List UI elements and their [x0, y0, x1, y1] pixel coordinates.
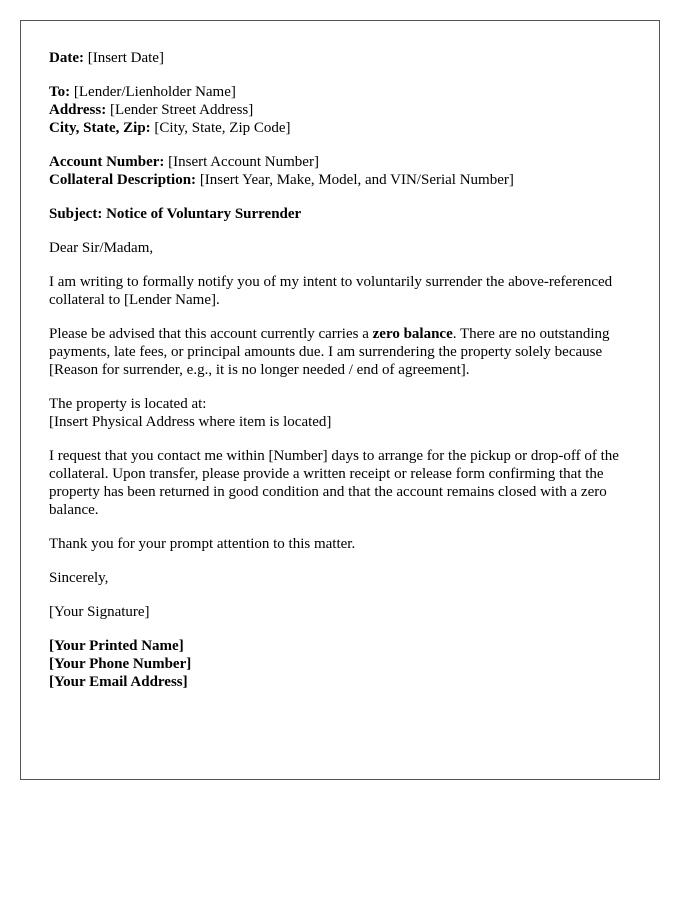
sender-email: [Your Email Address] [49, 674, 188, 690]
letter-content [49, 49, 639, 707]
body-paragraph-request: I request that you contact me within [Number] days to arrange for the pickup or drop-off of the collateral. Upon transfer, please provide a written receipt or release form confirming that the property has been returned in good condition and that the account remains closed with a zero balance. [49, 448, 619, 518]
recipient-block [49, 83, 639, 137]
collateral-value: [Insert Year, Make, Model, and VIN/Serial Number] [199, 172, 514, 188]
account-number-line [49, 153, 639, 171]
body-paragraph-location [49, 395, 639, 431]
city-state-zip-label: City, State, Zip: [49, 120, 151, 136]
account-number-value: [Insert Account Number] [168, 154, 319, 170]
account-block [49, 153, 639, 189]
date-label: Date: [49, 50, 84, 66]
sender-block [49, 637, 639, 691]
signature-placeholder: [Your Signature] [49, 604, 150, 620]
sender-name: [Your Printed Name] [49, 638, 184, 654]
address-label: Address: [49, 102, 107, 118]
to-value: [Lender/Lienholder Name] [73, 84, 236, 100]
date-value: [Insert Date] [87, 50, 164, 66]
body-paragraph-balance [49, 325, 639, 379]
letter-page [20, 20, 660, 780]
balance-text-before: Please be advised that this account currently carries a [49, 326, 373, 342]
body-paragraph-intent: I am writing to formally notify you of my intent to voluntarily surrender the above-referenced collateral to [Lender Name]. [49, 274, 613, 308]
to-line [49, 83, 639, 101]
collateral-line [49, 171, 639, 189]
body-paragraph-thanks: Thank you for your prompt attention to this matter. [49, 536, 356, 552]
location-address: [Insert Physical Address where item is located] [49, 414, 332, 430]
to-label: To: [49, 84, 71, 100]
zero-balance-emphasis: zero balance [372, 326, 453, 342]
address-value: [Lender Street Address] [109, 102, 254, 118]
balance-text-after: . There are no outstanding payments, late fees, or principal amounts due. I am surrendering the property solely because [Reason for surrender, e.g., it is no longer needed / end of agreement]. [49, 326, 610, 378]
account-number-label: Account Number: [49, 154, 165, 170]
subject-line: Subject: Notice of Voluntary Surrender [49, 206, 302, 222]
salutation: Dear Sir/Madam, [49, 240, 154, 256]
city-state-zip-line [49, 119, 639, 137]
sender-phone: [Your Phone Number] [49, 656, 192, 672]
city-state-zip-value: [City, State, Zip Code] [154, 120, 291, 136]
date-block [49, 49, 639, 67]
collateral-label: Collateral Description: [49, 172, 197, 188]
location-intro: The property is located at: [49, 396, 207, 412]
address-line [49, 101, 639, 119]
date-line [49, 49, 639, 67]
closing: Sincerely, [49, 570, 109, 586]
